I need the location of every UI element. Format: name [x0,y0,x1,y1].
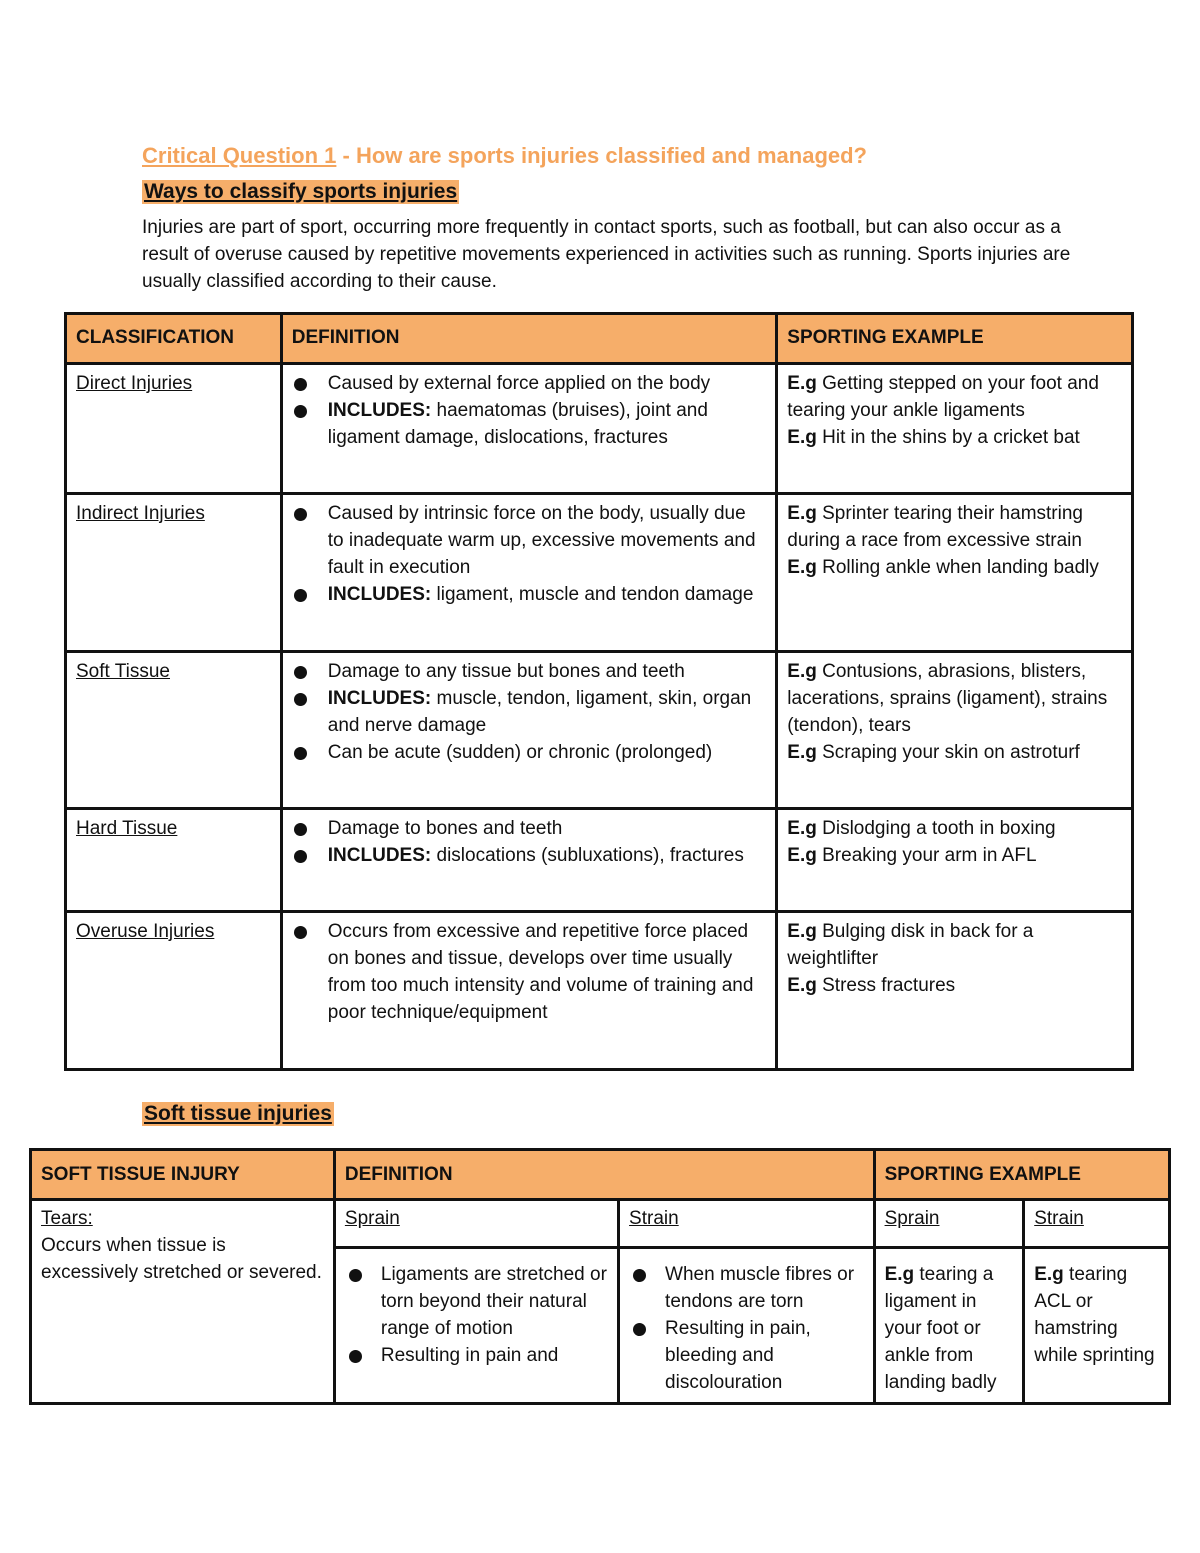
soft-tissue-table [29,1148,1171,1405]
example-cell: E.g Getting stepped on your foot and tearing your ankle ligaments E.g Hit in the shins by a cricket bat [777,364,1133,494]
table-row [66,494,1133,652]
list-item: Caused by intrinsic force on the body, usually due to inadequate warm up, excessive movements and fault in execution [292,500,767,581]
critical-question-label: Critical Question 1 [142,143,337,168]
classification-cell: Indirect Injuries [76,503,205,524]
definition-list [292,815,767,869]
list-item: INCLUDES: muscle, tendon, ligament, skin, organ and nerve damage [292,685,767,739]
definition-list [292,918,767,1026]
sprain-definition-list [345,1261,608,1369]
list-item: Damage to any tissue but bones and teeth [292,658,767,685]
header-definition: DEFINITION [281,314,777,364]
example-cell: E.g Bulging disk in back for a weightlifter E.g Stress fractures [777,912,1133,1070]
list-item: Can be acute (sudden) or chronic (prolonged) [292,739,767,766]
critical-question-text: How are sports injuries classified and managed? [355,143,867,168]
sprain-example-cell: E.g tearing a ligament in your foot or ankle from landing badly [874,1248,1024,1404]
example-cell: E.g Sprinter tearing their hamstring during a race from excessive strain E.g Rolling ankle when landing badly [777,494,1133,652]
table-header-row [66,314,1133,364]
header-sporting-example: SPORTING EXAMPLE [777,314,1133,364]
critical-question-title [142,143,867,169]
header-soft-tissue-injury: SOFT TISSUE INJURY [31,1150,335,1200]
section-heading-classify: Ways to classify sports injuries [144,180,458,203]
injury-label: Tears: [41,1208,93,1229]
list-item: Occurs from excessive and repetitive force placed on bones and tissue, develops over time usually from too much intensity and volume of training and poor technique/equipment [292,918,767,1026]
classification-cell: Soft Tissue [76,661,170,682]
header-definition: DEFINITION [334,1150,874,1200]
list-item: INCLUDES: haematomas (bruises), joint and ligament damage, dislocations, fractures [292,397,767,451]
classification-cell: Direct Injuries [76,373,193,394]
list-item: INCLUDES: dislocations (subluxations), fractures [292,842,767,869]
strain-definition-list [629,1261,864,1396]
list-item: INCLUDES: ligament, muscle and tendon damage [292,581,767,608]
classification-table [64,312,1134,1071]
strain-example-cell: E.g tearing ACL or hamstring while sprinting [1024,1248,1170,1404]
table-header-row [31,1150,1170,1200]
header-sporting-example: SPORTING EXAMPLE [874,1150,1169,1200]
subheader-strain-example: Strain [1034,1208,1084,1229]
list-item: When muscle fibres or tendons are torn [629,1261,864,1315]
classification-cell: Hard Tissue [76,818,178,839]
intro-paragraph: Injuries are part of sport, occurring more frequently in contact sports, such as football, but can also occur as a result of overuse caused by repetitive movements experienced in activities such as running. Sports injuries are usually classified according to their cause. [142,217,1071,292]
example-cell: E.g Contusions, abrasions, blisters, lacerations, sprains (ligament), strains (tendon), tears E.g Scraping your skin on astroturf [777,652,1133,809]
classification-cell: Overuse Injuries [76,921,215,942]
list-item: Resulting in pain and [345,1342,608,1369]
section-heading-soft-tissue: Soft tissue injuries [144,1102,332,1125]
subheader-sprain-example: Sprain [884,1208,940,1229]
example-cell: E.g Dislodging a tooth in boxing E.g Breaking your arm in AFL [777,809,1133,912]
injury-text: Occurs when tissue is excessively stretched or severed. [41,1235,322,1283]
injury-cell [31,1200,335,1404]
definition-list [292,658,767,766]
header-classification: CLASSIFICATION [66,314,282,364]
critical-question-separator: - [336,143,356,168]
list-item: Resulting in pain, bleeding and discolouration [629,1315,864,1396]
list-item: Ligaments are stretched or torn beyond their natural range of motion [345,1261,608,1342]
list-item: Damage to bones and teeth [292,815,767,842]
table-row [66,912,1133,1070]
table-row [66,809,1133,912]
list-item: Caused by external force applied on the body [292,370,767,397]
subheader-sprain: Sprain [344,1208,400,1229]
table-row [31,1200,1170,1248]
table-row [66,652,1133,809]
definition-list [292,370,767,451]
subheader-strain: Strain [629,1208,679,1229]
table-row [66,364,1133,494]
definition-list [292,500,767,608]
